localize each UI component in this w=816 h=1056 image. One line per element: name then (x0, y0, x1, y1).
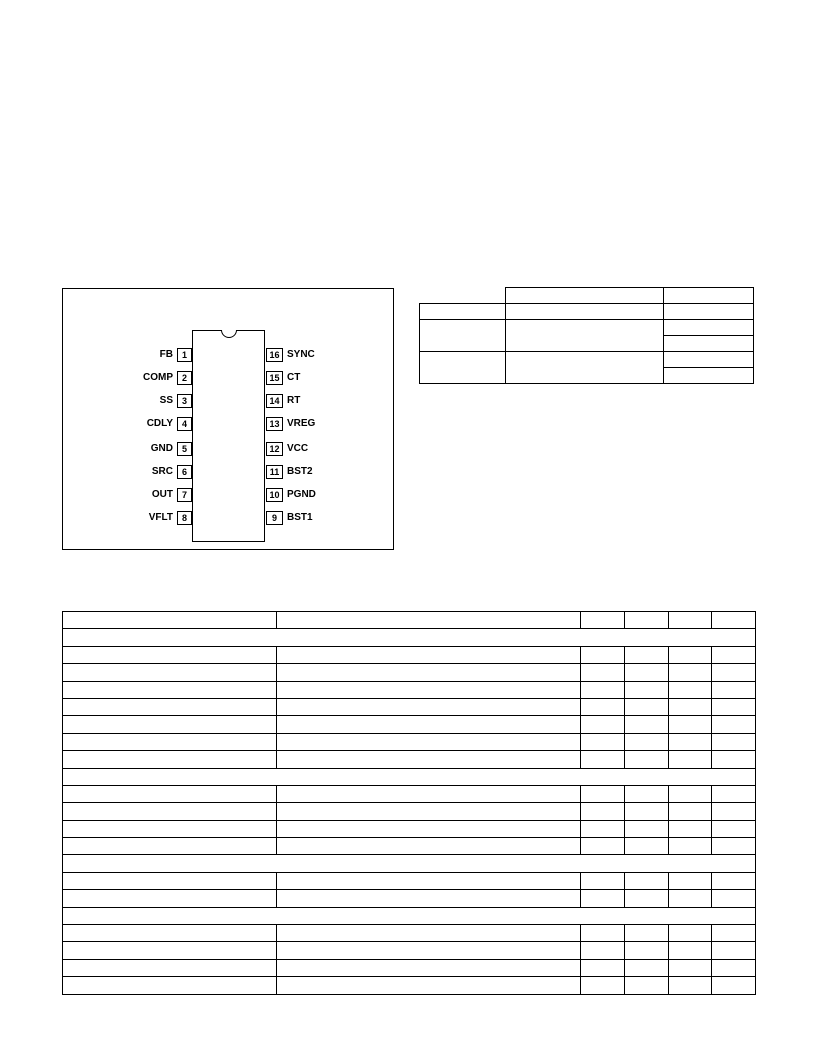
pin-number-box: 9 (266, 511, 283, 525)
pin-label-left: CDLY (146, 418, 173, 429)
section-row (63, 855, 756, 872)
table-row (420, 320, 754, 336)
table-row (63, 716, 756, 733)
pin-label-right: BST1 (287, 512, 313, 523)
pin-label-left: SS (159, 395, 173, 406)
ordering-info-table (419, 287, 754, 384)
table-row (63, 872, 756, 889)
pin-label-right: SYNC (287, 349, 315, 360)
table-row (63, 820, 756, 837)
ic-package-body (192, 330, 265, 542)
pin-number-box: 3 (177, 394, 192, 408)
pin-label-left: VFLT (148, 512, 173, 523)
pin-number-box: 4 (177, 417, 192, 431)
pin-label-left: SRC (151, 466, 173, 477)
pin-number-box: 11 (266, 465, 283, 479)
table-row (420, 288, 754, 304)
table-row (63, 890, 756, 907)
pin-number-box: 14 (266, 394, 283, 408)
table-row (63, 681, 756, 698)
pin-number-box: 15 (266, 371, 283, 385)
table-row (63, 977, 756, 994)
table-row (63, 646, 756, 663)
pin-number-box: 16 (266, 348, 283, 362)
table-row (63, 942, 756, 959)
table-row (63, 733, 756, 750)
pin-label-right: CT (287, 372, 301, 383)
table-row (63, 785, 756, 802)
pin-label-left: COMP (143, 372, 173, 383)
table-row (420, 352, 754, 368)
section-row (63, 907, 756, 924)
pin-number-box: 7 (177, 488, 192, 502)
pin-label-right: BST2 (287, 466, 313, 477)
pin-label-right: PGND (287, 489, 316, 500)
pin-label-left: FB (159, 349, 173, 360)
section-row (63, 768, 756, 785)
pin-number-box: 5 (177, 442, 192, 456)
pin-number-box: 1 (177, 348, 192, 362)
table-row (63, 664, 756, 681)
pin-label-left: GND (150, 443, 173, 454)
table-row (63, 751, 756, 768)
table-row (63, 803, 756, 820)
pin-number-box: 6 (177, 465, 192, 479)
pin-number-box: 2 (177, 371, 192, 385)
pin-number-box: 12 (266, 442, 283, 456)
pin-number-box: 10 (266, 488, 283, 502)
table-row (420, 304, 754, 320)
table-row (63, 612, 756, 629)
pin-number-box: 13 (266, 417, 283, 431)
pin-label-right: VREG (287, 418, 316, 429)
pin-number-box: 8 (177, 511, 192, 525)
pin-label-right: VCC (287, 443, 309, 454)
specification-table (62, 611, 756, 995)
table-row (63, 838, 756, 855)
section-row (63, 629, 756, 646)
table-row (63, 698, 756, 715)
pin-label-left: OUT (151, 489, 173, 500)
table-row (63, 959, 756, 976)
table-row (63, 925, 756, 942)
pin-label-right: RT (287, 395, 301, 406)
